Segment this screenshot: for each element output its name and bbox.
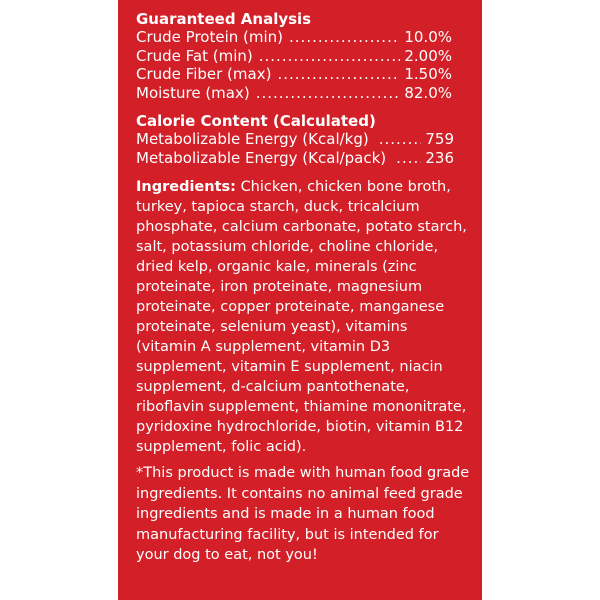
analysis-label: Crude Fiber (max): [136, 65, 272, 83]
analysis-label: Crude Protein (min): [136, 28, 284, 46]
guaranteed-analysis-section: [136, 10, 474, 102]
dot-leader: [256, 84, 401, 103]
calorie-content-section: [136, 112, 454, 167]
calorie-value: 759: [425, 130, 454, 148]
human-grade-note: *This product is made with human food grade ingredients. It contains no animal feed grade ingredients and is made in a human food manufacturing facility, but is intended for your dog to eat, not you!: [136, 465, 470, 563]
calorie-label: Metabolizable Energy (Kcal/kg): [136, 130, 369, 148]
ingredients-text: Chicken, chicken bone broth, turkey, tapioca starch, duck, tricalcium phosphate, calcium carbonate, potato starch, salt, potassium chloride, choline chloride, dried kelp, organic kale, minerals (zinc proteinate, iron proteinate, magnesium proteinate, copper proteinate, manganese proteinate, selenium yeast), vitamins (vitamin A supplement, vitamin D3 supplement, vitamin E supplement, niacin supplement, d-calcium pantothenate, riboflavin supplement, thiamine mononitrate, pyridoxine hydrochloride, biotin, vitamin B12 supplement, folic acid).: [136, 179, 467, 455]
analysis-label: Crude Fat (min): [136, 46, 253, 65]
analysis-value: 82.0%: [404, 83, 452, 102]
analysis-value: 1.50%: [404, 65, 452, 83]
dot-leader: [379, 130, 422, 149]
dot-leader: [396, 149, 421, 168]
dot-leader: [289, 28, 400, 47]
calorie-label: Metabolizable Energy (Kcal/pack): [136, 148, 387, 167]
analysis-row-crude-fiber: [136, 65, 452, 84]
label-panel: [118, 0, 482, 600]
analysis-row-crude-fat: [136, 47, 452, 66]
analysis-row-crude-protein: [136, 28, 452, 47]
calorie-content-title: Calorie Content (Calculated): [136, 112, 376, 130]
analysis-value: 2.00%: [404, 46, 452, 65]
calorie-value: 236: [425, 148, 454, 167]
ingredients-paragraph: [136, 177, 470, 457]
ingredients-title: Ingredients:: [136, 179, 236, 195]
calorie-row-per-pack: [136, 149, 454, 168]
calorie-row-per-kg: [136, 130, 454, 149]
guaranteed-analysis-title: Guaranteed Analysis: [136, 10, 312, 28]
analysis-row-moisture: [136, 84, 452, 103]
dot-leader: [277, 65, 400, 84]
dot-leader: [259, 47, 401, 66]
analysis-label: Moisture (max): [136, 83, 250, 102]
analysis-value: 10.0%: [404, 28, 452, 46]
